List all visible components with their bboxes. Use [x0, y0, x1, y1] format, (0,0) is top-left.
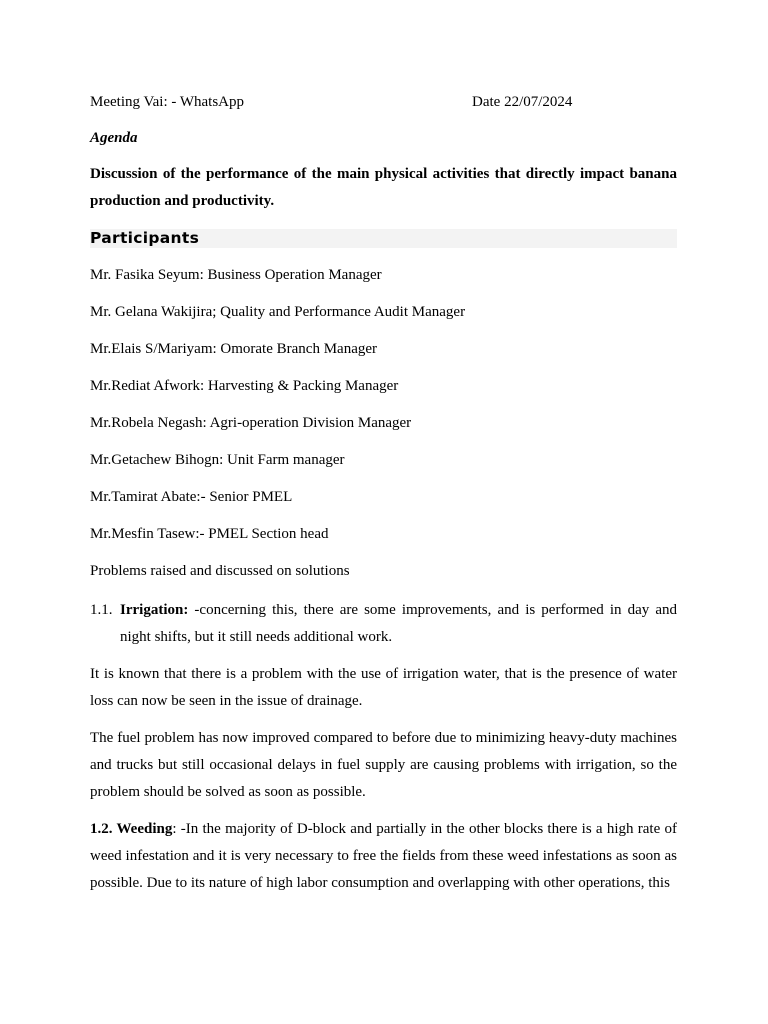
- fuel-paragraph: The fuel problem has now improved compared to before due to minimizing heavy-duty machines and trucks but still occasional delays in fuel supply are causing problems with irrigation, so the problem should be solved as soon as possible.: [90, 730, 677, 800]
- participant-item: Mr.Robela Negash: Agri-operation Division Manager: [90, 415, 412, 431]
- water-paragraph: It is known that there is a problem with the use of irrigation water, that is the presence of water loss can now be seen in the issue of drainage.: [90, 666, 677, 709]
- irrigation-item: [90, 597, 677, 651]
- agenda-text: Discussion of the performance of the main physical activities that directly impact banana production and productivity.: [90, 166, 677, 209]
- participants-heading: Participants: [90, 229, 677, 248]
- participant-item: Mr.Tamirat Abate:- Senior PMEL: [90, 489, 293, 505]
- irrigation-number: 1.1.: [90, 602, 113, 618]
- weeding-paragraph: [90, 816, 677, 897]
- irrigation-text: -concerning this, there are some improvements, and is performed in day and night shifts, but it still needs additional work.: [120, 602, 677, 645]
- meeting-via: Meeting Vai: - WhatsApp: [90, 94, 245, 110]
- weeding-text: : -In the majority of D-block and partially in the other blocks there is a high rate of weed infestation and it is very necessary to free the fields from these weed infestations as soon as possible. Due to its nature of high labor consumption and overlapping with other operations, this: [90, 821, 677, 891]
- participant-item: Mr.Elais S/Mariyam: Omorate Branch Manager: [90, 341, 378, 357]
- document-page: [90, 92, 677, 897]
- irrigation-body: [120, 597, 677, 651]
- weeding-title: 1.2. Weeding: [90, 821, 173, 837]
- irrigation-title: Irrigation:: [120, 602, 189, 618]
- problems-intro: Problems raised and discussed on solutions: [90, 563, 350, 579]
- participant-item: Mr.Mesfin Tasew:- PMEL Section head: [90, 526, 329, 542]
- meeting-date: Date 22/07/2024: [472, 94, 573, 110]
- participant-item: Mr. Gelana Wakijira; Quality and Performance Audit Manager: [90, 304, 466, 320]
- participant-item: Mr.Rediat Afwork: Harvesting & Packing Manager: [90, 378, 399, 394]
- agenda-label: Agenda: [90, 130, 138, 146]
- meeting-header: [90, 92, 677, 112]
- participants-list: [90, 265, 677, 544]
- participant-item: Mr.Getachew Bihogn: Unit Farm manager: [90, 452, 345, 468]
- participant-item: Mr. Fasika Seyum: Business Operation Manager: [90, 267, 382, 283]
